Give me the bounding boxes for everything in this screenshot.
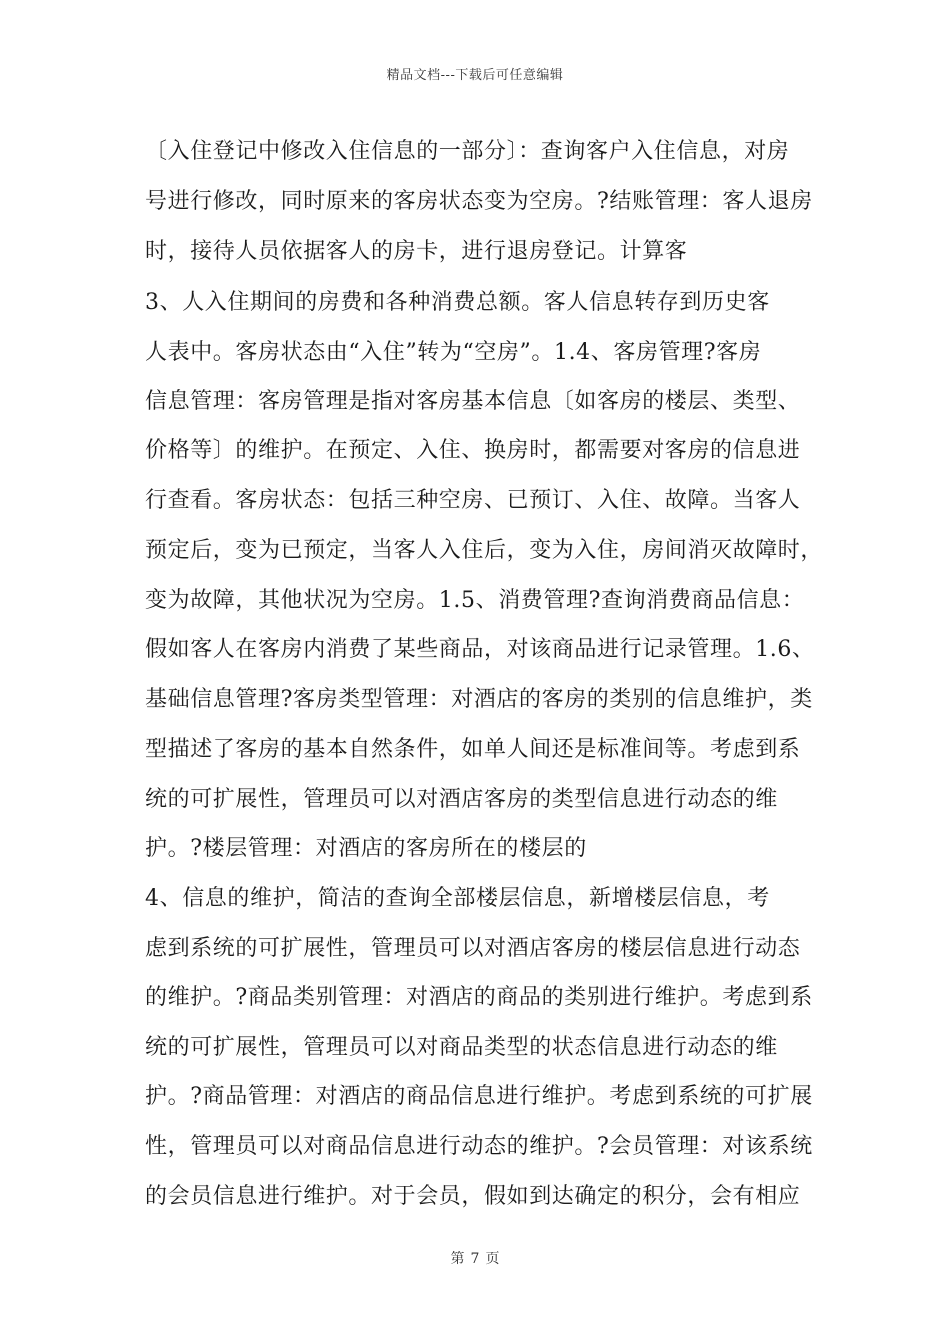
body-line: 预定后，变为已预定，当客人入住后，变为入住，房间消灭故障时， xyxy=(145,538,824,563)
page-number-prefix: 第 xyxy=(450,1251,465,1267)
body-line: 信息管理：客房管理是指对客房基本信息〔如客房的楼层、类型、 xyxy=(145,389,801,414)
body-line: 性，管理员可以对商品信息进行动态的维护。?会员管理：对该系统 xyxy=(145,1134,813,1159)
body-line: 价格等〕的维护。在预定、入住、换房时，都需要对客房的信息进 xyxy=(145,438,801,463)
body-line: 统的可扩展性，管理员可以对酒店客房的类型信息进行动态的维 xyxy=(145,787,778,812)
body-line: 护。?楼层管理：对酒店的客房所在的楼层的 xyxy=(145,836,587,861)
page-header: 精品文档---下载后可任意编辑 xyxy=(386,68,564,83)
body-line: 型描述了客房的基本自然条件，如单人间还是标准间等。考虑到系 xyxy=(145,737,801,762)
page-footer xyxy=(0,1248,950,1268)
body-line: 的维护。?商品类别管理：对酒店的商品的类别进行维护。考虑到系 xyxy=(145,985,813,1010)
body-line: 变为故障，其他状况为空房。1.5、消费管理?查询消费商品信息： xyxy=(145,588,805,613)
body-line: 时，接待人员依据客人的房卡，进行退房登记。计算客 xyxy=(145,239,688,264)
body-line: 统的可扩展性，管理员可以对商品类型的状态信息进行动态的维 xyxy=(145,1035,778,1060)
body-line: 护。?商品管理：对酒店的商品信息进行维护。考虑到系统的可扩展 xyxy=(145,1084,813,1109)
page-number-suffix: 页 xyxy=(485,1251,500,1267)
page-number: 7 xyxy=(470,1251,480,1267)
body-line: 行查看。客房状态：包括三种空房、已预订、入住、故障。当客人 xyxy=(145,488,801,513)
body-line: 的会员信息进行维护。对于会员，假如到达确定的积分，会有相应 xyxy=(145,1184,801,1209)
body-line: 4、信息的维护，简洁的查询全部楼层信息，新增楼层信息，考 xyxy=(145,886,770,911)
body-line: 基础信息管理?客房类型管理：对酒店的客房的类别的信息维护，类 xyxy=(145,687,813,712)
body-line: 人表中。客房状态由“入住”转为“空房”。1.4、客房管理?客房 xyxy=(145,340,762,365)
body-line: 3、人入住期间的房费和各种消费总额。客人信息转存到历史客 xyxy=(145,290,770,315)
body-line: 号进行修改，同时原来的客房状态变为空房。?结账管理：客人退房 xyxy=(145,189,813,214)
body-line: 虑到系统的可扩展性，管理员可以对酒店客房的楼层信息进行动态 xyxy=(145,936,801,961)
body-line: 假如客人在客房内消费了某些商品，对该商品进行记录管理。1.6、 xyxy=(145,637,815,662)
body-line: 〔入住登记中修改入住信息的一部分〕：查询客户入住信息，对房 xyxy=(145,139,790,164)
